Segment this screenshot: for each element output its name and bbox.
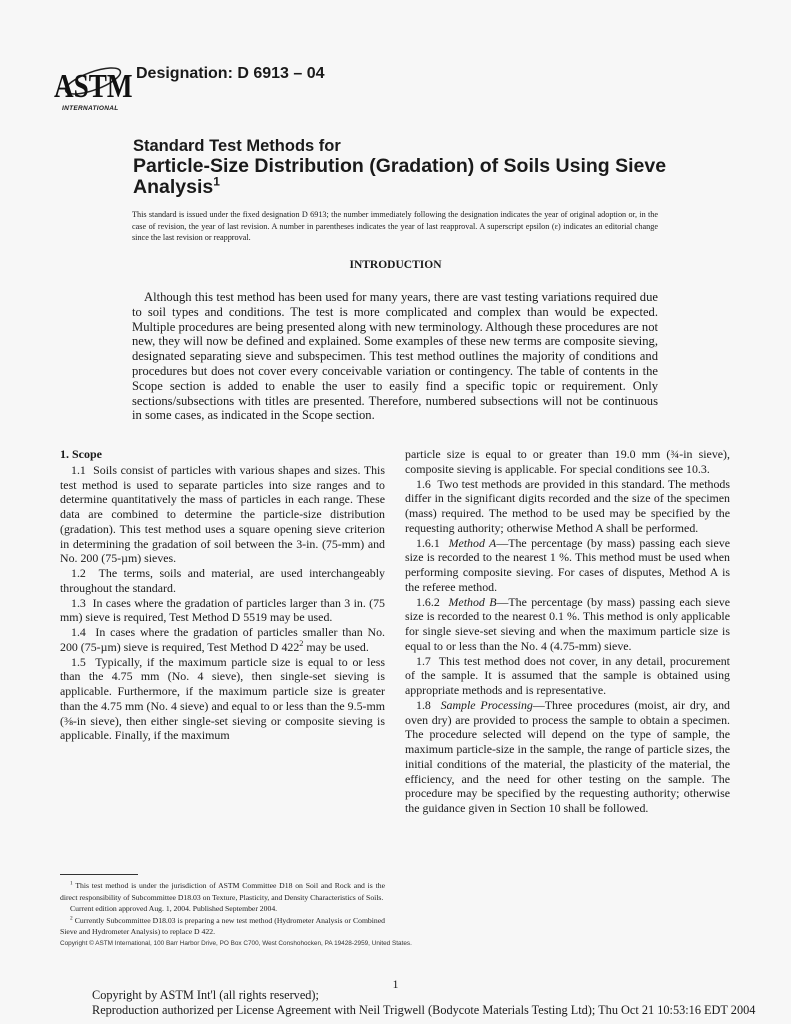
edition-note: Current edition approved Aug. 1, 2004. Published September 2004. (70, 904, 278, 913)
paragraph-1-4: 1.4 In cases where the gradation of particles smaller than No. 200 (75-µm) sieve is required, Test Method D $422^2$ may be used. (60, 625, 385, 654)
license-line: Reproduction authorized per License Agreement with Neil Trigwell (Bodycote Materials Testing Ltd); Thu Oct 21 10:53:16 EDT 2004 (92, 1003, 756, 1017)
left-column (60, 447, 385, 743)
title-footnote-ref[interactable]: 1 (213, 174, 220, 189)
paragraph-1-1: 1.1 Soils consist of particles with various shapes and sizes. This test method is used to separate particles into size ranges and to determine quantitatively the mass of particles in each range. These data are combined to determine the particle-size distribution (gradation). This test method uses a square opening sieve criterion in determining the gradation of soil between the 3-in. (75-mm) and No. 200 (75-µm) sieves. (60, 462, 385, 566)
page-number: 1 (392, 977, 399, 991)
standard-note: This standard is issued under the fixed designation D 6913; the number immediately following the designation indicates the year of original adoption or, in the case of revision, the year of last revision. A number in parentheses indicates the year of last reapproval. A superscript epsilon (ε) indicates an editorial change since the last revision or reapproval. (132, 210, 658, 243)
paragraph-1-3: 1.3 In cases where the gradation of particles larger than 3 in. (75 mm) sieve is required, Test Method D 5519 may be used. (60, 595, 385, 625)
title-line-3: Analysis (133, 176, 214, 198)
paragraph-1-8: 1.8 Sample Processing—Three procedures (moist, air dry, and oven dry) are provided to process the sample to obtain a specimen. The procedure selected will depend on the type of sample, the maximum particle-size in the sample, the range of particle sizes, the initial conditions of the material, the plasticity of the material, the efficiency, and the need for other testing on the sample. The procedure may be specified by the requesting authority; otherwise the guidance given in Section 10 shall be followed. (405, 697, 730, 815)
logo-subtext: INTERNATIONAL (62, 105, 119, 112)
title-line-1: Standard Test Methods for (133, 137, 341, 155)
section-heading-scope: 1. Scope (60, 447, 102, 461)
document-title (133, 136, 666, 198)
paragraph-1-6: 1.6 Two test methods are provided in this standard. The methods differ in the significant digits recorded and the size of the specimen (mass) required. The method to be used may be specified by the requesting authority; otherwise Method A shall be performed. (405, 476, 730, 535)
footnote-2: $^2$ Currently Subcommittee D18.03 is preparing a new test method (Hydrometer Analysis or Combined Sieve and Hydrometer Analysis) to replace D 422. (60, 914, 386, 936)
paragraph-1-6-2: 1.6.2 Method B—The percentage (by mass) passing each sieve size is recorded to the nearest 0.1 %. This method is only applicable for single sieve-set sieving and when the maximum particle size is equal to or less than the No. 4 (4.75-mm) sieve. (405, 594, 730, 653)
paragraph-1-5: 1.5 Typically, if the maximum particle size is equal to or less than the 4.75 mm (No. 4 sieve), then single-set sieving is applicable. Furthermore, if the maximum particle size is greater than the 4.75 mm (No. 4 sieve) and equal to or less than the 9.5-mm (⅜-in sieve), then either single-set sieving or composite sieving is applicable. Finally, if the maximum (60, 654, 385, 743)
introduction-heading: INTRODUCTION (349, 259, 442, 271)
footnote-1: $^1$ This test method is under the jurisdiction of ASTM Committee D18 on Soil and Rock and is the direct responsibility of Subcommittee D18.03 on Texture, Plasticity, and Density Characteristics of Soils. (60, 880, 385, 902)
copyright-address: Copyright © ASTM International, 100 Barr Harbor Drive, PO Box C700, West Conshohocken, PA 19428-2959, United States. (60, 940, 412, 947)
svg-text:ASTM: ASTM (53, 67, 133, 105)
designation: Designation: D 6913 – 04 (136, 65, 325, 82)
right-column (405, 447, 730, 816)
introduction-text: Although this test method has been used for many years, there are vast testing variations required due to soil types and conditions. The test is more complicated and complex than would be expected. Multiple procedures are being presented along with new terminology. Although these procedures are not new, they will now be defined and explained. Some examples of these new terms are composite sieving, designated separating sieve and subspecimen. This test method outlines the majority of conditions and procedures but does not cover every conceivable variation or contingency. The table of contents in the Scope section is added to enable the user to easily find a specific topic or requirement. Only sections/subsections with titles are presented. Therefore, numbered subsections will not be continuous in some cases, as indicated in the Scope section. (132, 290, 658, 423)
paragraph-1-7: 1.7 This test method does not cover, in any detail, procurement of the sample. It is assumed that the sample is obtained using appropriate methods and is representative. (405, 653, 730, 697)
paragraph-1-6-1: 1.6.1 Method A—The percentage (by mass) passing each sieve size is recorded to the nearest 1 %. This method must be used when performing composite sieving. For cases of disputes, Method A is the referee method. (405, 535, 730, 594)
license-footer (92, 988, 755, 1018)
paragraph-1-2: 1.2 The terms, soils and material, are used interchangeably throughout the standard. (60, 566, 385, 595)
title-line-2: Particle-Size Distribution (Gradation) of Soils Using Sieve (133, 155, 667, 177)
footnote-divider (60, 874, 138, 875)
paragraph-1-5-continued: particle size is equal to or greater than 19.0 mm (¾-in sieve), composite sieving is applicable. For special conditions see 10.3. (405, 447, 730, 476)
footnote-ref-2[interactable]: 2 (299, 638, 304, 648)
astm-logo (53, 57, 133, 109)
footnotes (60, 880, 385, 938)
copyright-line: Copyright by ASTM Int'l (all rights reserved); (92, 988, 319, 1002)
